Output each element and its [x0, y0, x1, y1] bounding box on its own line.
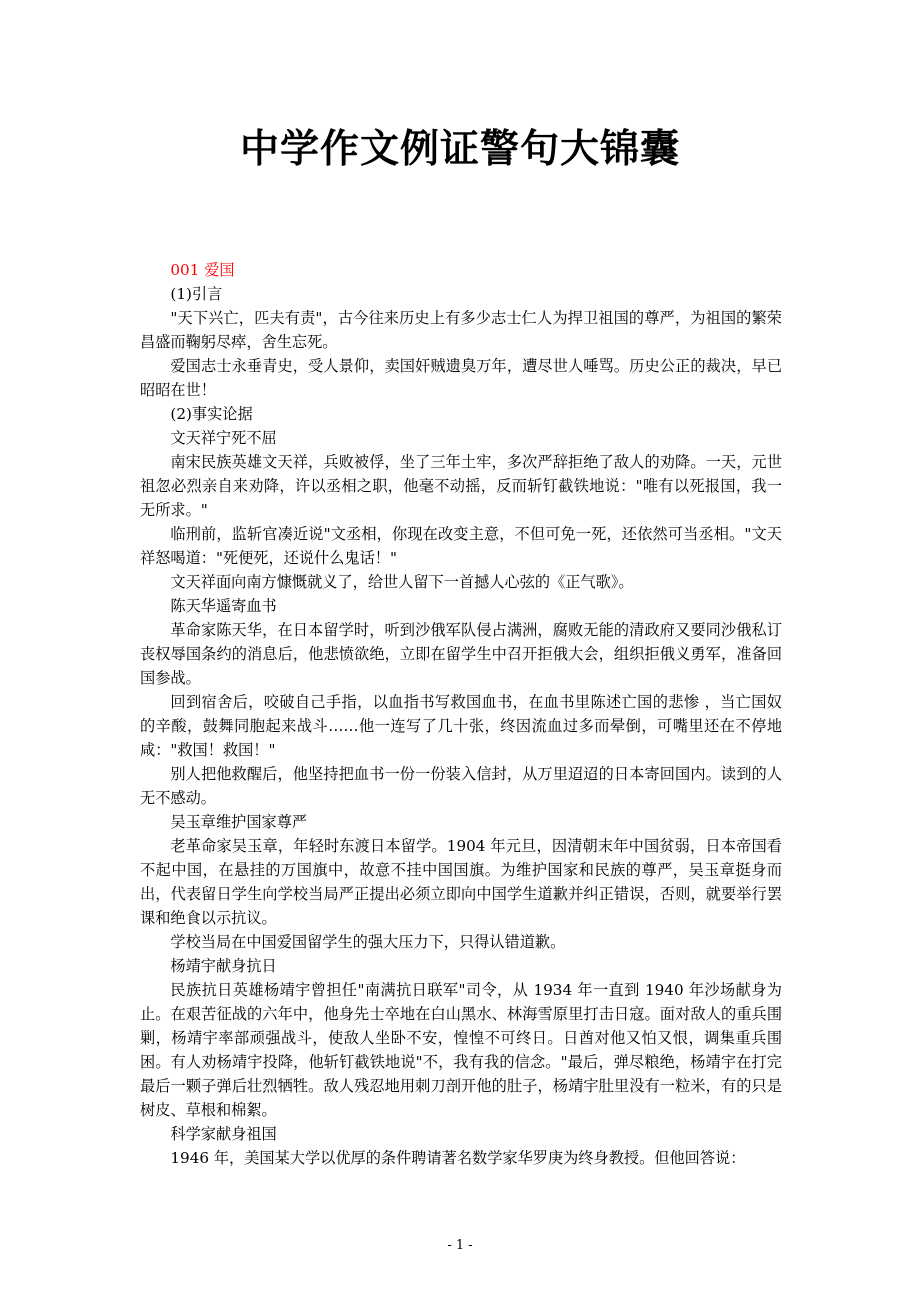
- paragraph: 革命家陈天华，在日本留学时，听到沙俄军队侵占满洲，腐败无能的清政府又要同沙俄私订丧权辱国条约的消息后，他悲愤欲绝，立即在留学生中召开拒俄大会，组织拒俄义勇军，准备回国参战。: [140, 621, 782, 687]
- paragraph: 杨靖宇献身抗日: [170, 957, 277, 975]
- paragraph: 回到宿舍后，咬破自己手指，以血指书写救国血书，在血书里陈述亡国的悲惨 ，当亡国奴的辛酸，鼓舞同胞起来战斗……他一连写了几十张，终因流血过多而晕倒，可嘴里还在不停地咸："救国！救国！": [140, 693, 782, 759]
- paragraph: 陈天华遥寄血书: [170, 597, 277, 615]
- paragraph: 民族抗日英雄杨靖宇曾担任"南满抗日联军"司令，从 1934 年一直到 1940 年沙场献身为止。在艰苦征战的六年中，他身先士卒地在白山黑水、林海雪原里打击日寇。面对敌人的重兵围剿，杨靖宇率部顽强战斗，使敌人坐卧不安，惶惶不可终日。日酋对他又怕又恨，调集重兵围困。有人劝杨靖宇投降，他斩钉截铁地说"不，我有我的信念。"最后，弹尽粮绝，杨靖宇在打完最后一颗子弹后壮烈牺牲。敌人残忍地用刺刀剖开他的肚子，杨靖宇肚里没有一粒米，有的只是树皮、草根和棉絮。: [140, 981, 782, 1119]
- paragraph: 别人把他救醒后，他坚持把血书一份一份装入信封，从万里迢迢的日本寄回国内。读到的人无不感动。: [140, 765, 782, 807]
- paragraph: 文天祥宁死不屈: [170, 429, 277, 447]
- paragraph: (2)事实论据: [170, 405, 253, 423]
- paragraph: 文天祥面向南方慷慨就义了，给世人留下一首撼人心弦的《正气歌》。: [170, 573, 634, 591]
- paragraph: 科学家献身祖国: [170, 1125, 277, 1143]
- document-title: 中学作文例证警句大锦囊: [239, 127, 680, 172]
- paragraph: 吴玉章维护国家尊严: [170, 813, 308, 831]
- paragraph: 南宋民族英雄文天祥，兵败被俘，坐了三年土牢，多次严辞拒绝了敌人的劝降。一天，元世祖忽必烈亲自来劝降，许以丞相之职，他毫不动摇，反而斩钉截铁地说："唯有以死报国，我一无所求。": [140, 453, 782, 519]
- paragraph: 爱国志士永垂青史，受人景仰，卖国奸贼遗臭万年，遭尽世人唾骂。历史公正的裁决，早已昭昭在世！: [140, 357, 782, 399]
- section-heading: 001 爱国: [170, 261, 235, 279]
- paragraph: "天下兴亡，匹夫有责"，古今往来历史上有多少志士仁人为捍卫祖国的尊严，为祖国的繁荣昌盛而鞠躬尽瘁，舍生忘死。: [140, 309, 782, 351]
- page-number: - 1 -: [447, 1238, 473, 1253]
- paragraph: 老革命家吴玉章，年轻时东渡日本留学。1904 年元旦，因清朝末年中国贫弱，日本帝国看不起中国，在悬挂的万国旗中，故意不挂中国国旗。为维护国家和民族的尊严，吴玉章挺身而出，代表留日学生向学校当局严正提出必须立即向中国学生道歉并纠正错误，否则，就要举行罢课和绝食以示抗议。: [140, 837, 782, 927]
- document-body: [140, 258, 782, 1170]
- paragraph: 临刑前，监斩官凑近说"文丞相，你现在改变主意，不但可免一死，还依然可当丞相。"文天祥怒喝道："死便死，还说什么鬼话！": [140, 525, 782, 567]
- paragraph: (1)引言: [170, 285, 223, 303]
- paragraph: 1946 年，美国某大学以优厚的条件聘请著名数学家华罗庚为终身教授。但他回答说：: [170, 1149, 746, 1167]
- paragraph: 学校当局在中国爱国留学生的强大压力下，只得认错道歉。: [170, 933, 566, 951]
